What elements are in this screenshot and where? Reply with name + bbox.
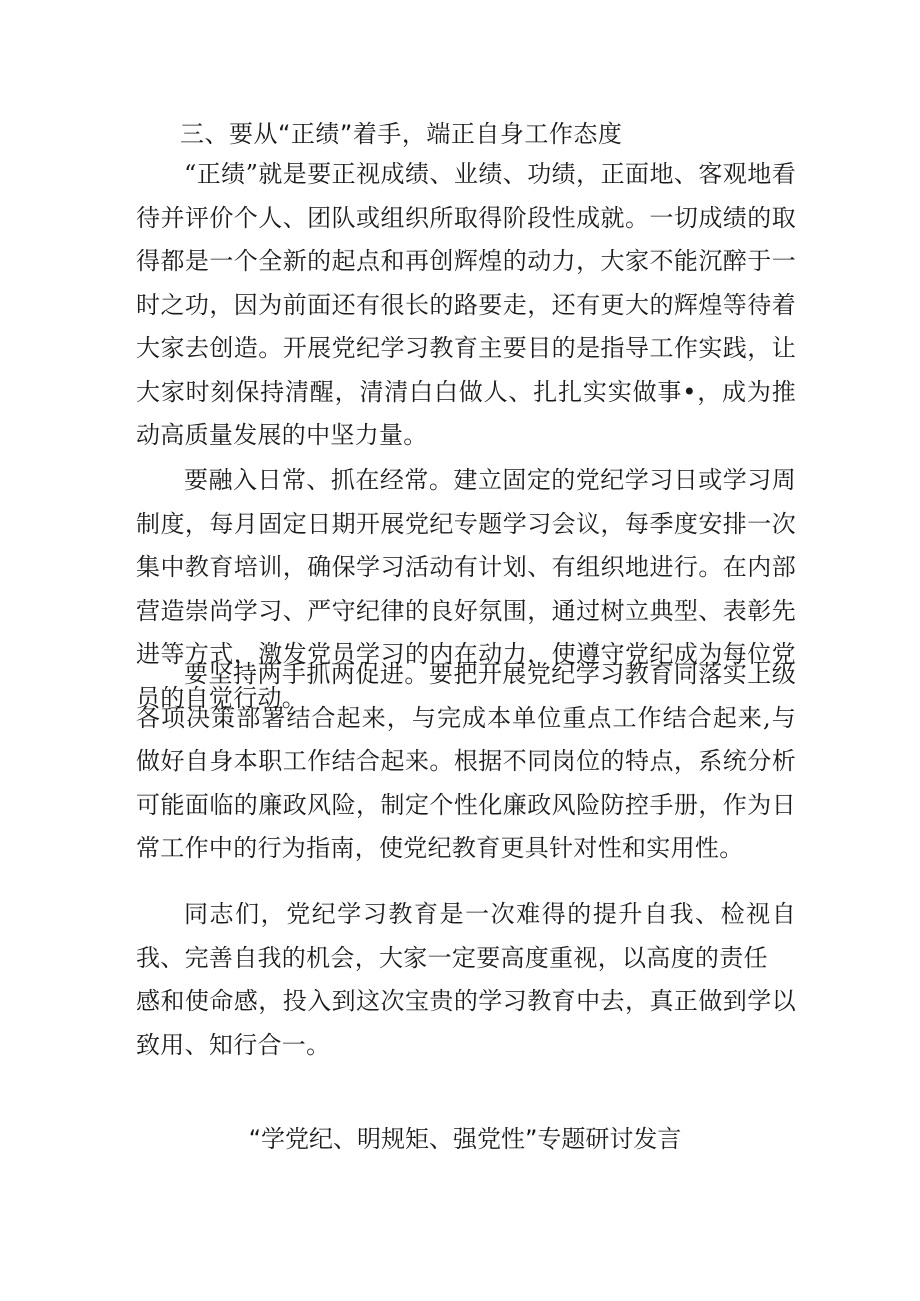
body-paragraph-1: “正绩”就是要正视成绩、业绩、功绩，正面地、客观地看待并评价个人、团队或组织所取得阶段性成就。一切成绩的取得都是一个全新的起点和再创辉煌的动力，大家不能沉醉于一时之功，因为前面还有很长的路要走，还有更大的辉煌等待着大家去创造。开展党纪学习教育主要目的是指导工作实践，让大家时刻保持清醒，清清白白做人、扎扎实实做事•，成为推动高质量发展的中坚力量。 (136, 160, 796, 449)
body-paragraph-2: 要融入日常、抓在经常。建立固定的党纪学习日或学习周制度，每月固定日期开展党纪专题学习会议，每季度安排一次集中教育培训，确保学习活动有计划、有组织地进行。在内部营造崇尚学习、严守纪律的良好氛围，通过树立典型、表彰先进等方式，激发党员学习的内在动力，使遵守党纪成为每位党员的自觉行动。 (136, 466, 796, 712)
closing-paragraph-line-1: 同志们，党纪学习教育是一次难得的提升自我、检视自我、完善自我的机会，大家一定要高度重视，以高度的责任 (136, 900, 796, 972)
next-document-title: “学党纪、明规矩、强党性”专题研讨发言 (248, 1125, 682, 1153)
body-paragraph-3: 要坚持两手抓两促进。要把开展党纪学习教育同落实上级各项决策部署结合起来，与完成本单位重点工作结合起来,与做好自身本职工作结合起来。根据不同岗位的特点，系统分析可能面临的廉政风险，制定个性化廉政风险防控手册，作为日常工作中的行为指南，使党纪教育更具针对性和实用性。 (136, 660, 796, 862)
closing-paragraph-line-2: 感和使命感，投入到这次宝贵的学习教育中去，真正做到学以致用、知行合一。 (136, 987, 796, 1059)
closing-paragraph (136, 893, 796, 1067)
section-heading: 三、要从“正绩”着手，端正自身工作态度 (180, 120, 623, 148)
